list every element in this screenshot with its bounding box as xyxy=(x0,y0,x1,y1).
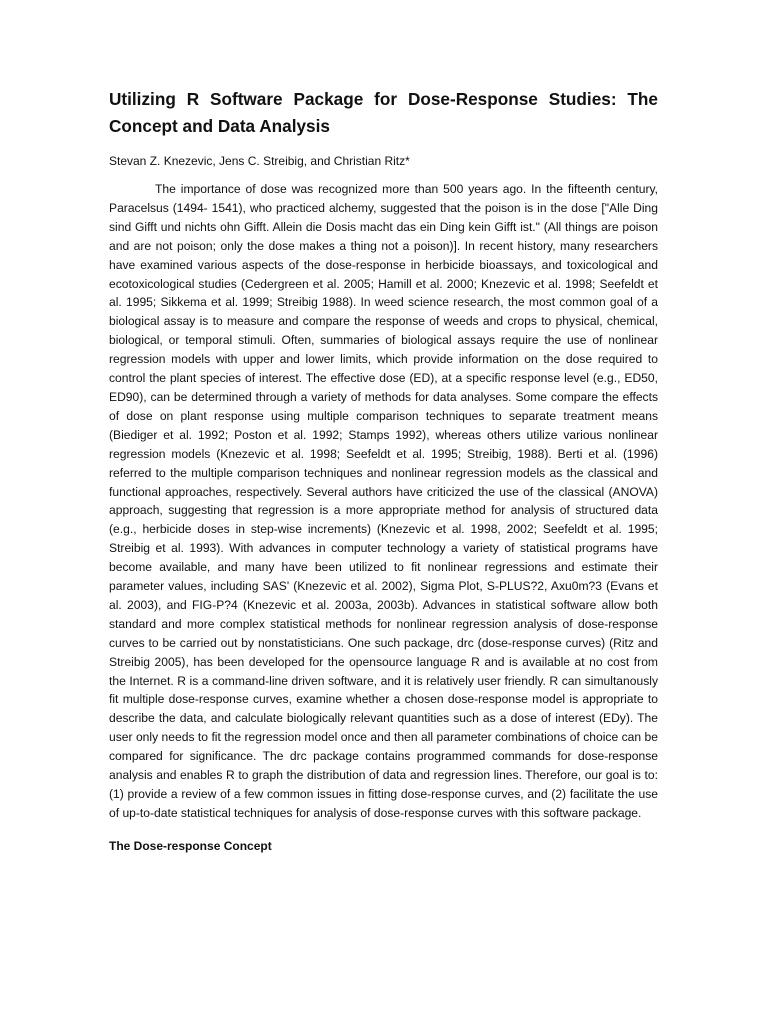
author-list: Stevan Z. Knezevic, Jens C. Streibig, and Christian Ritz* xyxy=(109,154,410,168)
section-heading: The Dose-response Concept xyxy=(109,838,272,853)
introduction-paragraph: The importance of dose was recognized more than 500 years ago. In the fifteenth century, Paracelsus (1494- 1541), who practiced alchemy, suggested that the poison is in the dose ["Alle Ding sind Gifft und nichts ohn Gifft. Allein die Dosis macht das ein Ding kein Gifft ist." (All things are poison and are not poison; only the dose makes a thing not a poison)]. In recent history, many researchers have examined various aspects of the dose-response in herbicide bioassays, and toxicological and ecotoxicological studies (Cedergreen et al. 2005; Hamill et al. 2000; Knezevic et al. 1998; Seefeldt et al. 1995; Sikkema et al. 1999; Streibig 1988). In weed science research, the most common goal of a biological assay is to measure and compare the response of weeds and crops to physical, chemical, biological, or temporal stimuli. Often, summaries of biological assays require the use of nonlinear regression models with upper and lower limits, which provide information on the dose required to control the plant species of interest. The effective dose (ED), at a specific response level (e.g., ED50, ED90), can be determined through a variety of methods for data analyses. Some compare the effects of dose on plant response using multiple comparison techniques to separate treatment means (Biediger et al. 1992; Poston et al. 1992; Stamps 1992), whereas others utilize various nonlinear regression models (Knezevic et al. 1998; Seefeldt et al. 1995; Streibig, 1988). Berti et al. (1996) referred to the multiple comparison techniques and nonlinear regression models as the classical and functional approaches, respectively. Several authors have criticized the use of the classical (ANOVA) approach, suggesting that regression is a more appropriate method for analysis of structured data (e.g., herbicide doses in step-wise increments) (Knezevic et al. 1998, 2002; Seefeldt et al. 1995; Streibig et al. 1993). With advances in computer technology a variety of statistical programs have become available, and many have been utilized to fit nonlinear regressions and estimate their parameter values, including SAS' (Knezevic et al. 2002), Sigma Plot, S-PLUS?2, Axu0m?3 (Evans et al. 2003), and FIG-P?4 (Knezevic et al. 2003a, 2003b). Advances in statistical software allow both standard and more complex statistical methods for nonlinear regression analysis of dose-response curves to be carried out by nonstatisticians. One such package, drc (dose-response curves) (Ritz and Streibig 2005), has been developed for the opensource language R and is available at no cost from the Internet. R is a command-line driven software, and it is relatively user friendly. R can simultanously fit multiple dose-response curves, examine whether a chosen dose-response model is appropriate to describe the data, and calculate biologically relevant quantities such as a dose of interest (EDy). The user only needs to fit the regression model once and then all parameter combinations of choice can be compared for significance. The drc package contains programmed commands for dose-response analysis and enables R to graph the distribution of data and regression lines. Therefore, our goal is to: (1) provide a review of a few common issues in fitting dose-response curves, and (2) facilitate the use of up-to-date statistical techniques for analysis of dose-response curves with this software package. xyxy=(109,182,658,820)
document-page xyxy=(109,86,658,855)
paper-title: Utilizing R Software Package for Dose-Response Studies: The Concept and Data Analysis xyxy=(109,89,658,136)
